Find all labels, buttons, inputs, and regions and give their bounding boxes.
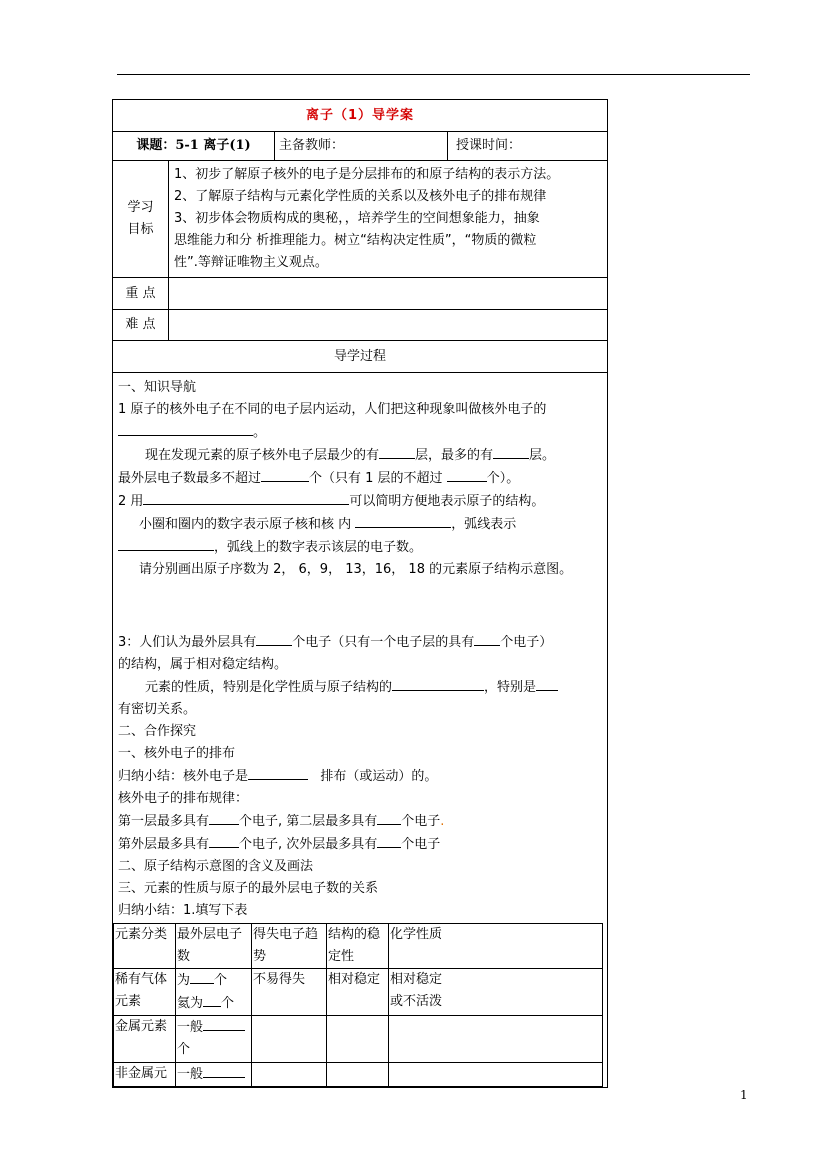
- question-line: 。: [118, 421, 603, 444]
- table-row: 金属元素 一般 个: [114, 1016, 603, 1063]
- fill-blank[interactable]: [143, 490, 349, 505]
- page-title: 离子（1）导学案: [113, 100, 608, 132]
- question-line: 小圈和圈内的数字表示原子核和核 内 ，弧线表示: [118, 513, 603, 536]
- question-line: 元素的性质，特别是化学性质与原子结构的 ，特别是: [118, 676, 603, 699]
- fill-blank[interactable]: [190, 969, 214, 984]
- fill-blank[interactable]: [392, 676, 484, 691]
- question-line: 2 用 可以简明方便地表示原子的结构。: [118, 490, 603, 513]
- objective-line: 性”.等辩证唯物主义观点。: [174, 255, 328, 270]
- course-info-row: [113, 132, 608, 161]
- fill-blank[interactable]: [261, 467, 309, 482]
- element-property-table: [113, 923, 603, 1087]
- objectives-label: 学习 目标: [113, 161, 169, 278]
- drawing-space: [118, 581, 603, 631]
- fill-blank[interactable]: [203, 1016, 245, 1031]
- fill-blank[interactable]: [248, 765, 308, 780]
- rule-line: 第外层最多具有 个电子, 次外层最多具有 个电子: [118, 833, 603, 856]
- page-number: 1: [740, 1088, 748, 1102]
- subsection-heading: 二、原子结构示意图的含义及画法: [118, 859, 314, 874]
- header-stability: 结构的稳定性: [327, 924, 389, 969]
- fill-blank[interactable]: [474, 631, 500, 646]
- fill-blank[interactable]: [536, 676, 558, 691]
- topic-label: 课题：5-1 离子(1): [113, 132, 275, 160]
- fill-blank[interactable]: [209, 833, 239, 848]
- table-row: 非金属元 一般: [114, 1063, 603, 1087]
- teacher-label: 主备教师：: [275, 132, 448, 160]
- time-label: 授课时间：: [456, 138, 522, 153]
- section-heading: 二、合作探究: [118, 724, 197, 739]
- objective-line: 1、初步了解原子核外的电子是分层排布的和原子结构的表示方法。: [174, 167, 560, 182]
- guide-process-header: 导学过程: [113, 341, 608, 373]
- rule-title: 核外电子的排布规律：: [118, 791, 249, 806]
- key-point-cell: [169, 278, 608, 310]
- guide-process-body: [113, 373, 608, 1088]
- question-line: 请分别画出原子序数为 2， 6，9， 13，16， 18 的元素原子结构示意图。: [139, 562, 573, 577]
- question-line: 1 原子的核外电子在不同的电子层内运动，人们把这种现象叫做核外电子的: [118, 402, 547, 417]
- fill-blank[interactable]: [118, 536, 214, 551]
- fill-blank[interactable]: [379, 444, 415, 459]
- fill-blank[interactable]: [447, 467, 487, 482]
- fill-blank[interactable]: [256, 631, 292, 646]
- objective-line: 思维能力和分 析推理能力。树立“结构决定性质”，“物质的微粒: [174, 233, 537, 248]
- fill-blank[interactable]: [203, 992, 221, 1007]
- question-line: 的结构，属于相对稳定结构。: [118, 657, 288, 672]
- fill-blank[interactable]: [355, 513, 451, 528]
- difficult-point-label: 难 点: [113, 310, 169, 341]
- header-rule: [117, 74, 750, 75]
- subsection-heading: 一、核外电子的排布: [118, 746, 236, 761]
- summary-line: 归纳小结：核外电子是 排布（或运动）的。: [118, 765, 603, 788]
- header-electron-tendency: 得失电子趋势: [252, 924, 327, 969]
- fill-blank[interactable]: [118, 421, 253, 436]
- subsection-heading: 三、元素的性质与原子的最外层电子数的关系: [118, 881, 379, 896]
- question-line: 有密切关系。: [118, 702, 197, 717]
- key-point-label: 重 点: [113, 278, 169, 310]
- objective-line: 3、初步体会物质构成的奥秘，，培养学生的空间想象能力，抽象: [174, 211, 540, 226]
- header-outer-electrons: 最外层电子数: [176, 924, 252, 969]
- fill-blank[interactable]: [377, 833, 401, 848]
- difficult-point-cell: [169, 310, 608, 341]
- table-row: 稀有气体元素 为 个 氦为 个 不易得失 相对稳定 相对稳定或不活泼: [114, 969, 603, 1016]
- study-guide-table: [112, 99, 608, 1088]
- fill-blank[interactable]: [377, 810, 401, 825]
- fill-blank[interactable]: [493, 444, 529, 459]
- summary-line: 归纳小结：1.填写下表: [118, 903, 248, 918]
- objectives-text: [169, 161, 608, 278]
- question-line: 最外层电子数最多不超过 个（只有 1 层的不超过 个）。: [118, 467, 603, 490]
- rule-line: 第一层最多具有 个电子, 第二层最多具有 个电子.: [118, 810, 603, 833]
- question-line: ，弧线上的数字表示该层的电子数。: [118, 536, 603, 559]
- objective-line: 2、了解原子结构与元素化学性质的关系以及核外电子的排布规律: [174, 189, 547, 204]
- header-chemical-property: 化学性质: [389, 924, 603, 969]
- fill-blank[interactable]: [203, 1063, 245, 1078]
- section-heading: 一、知识导航: [118, 380, 197, 395]
- question-line: 现在发现元素的原子核外电子层最少的有 层，最多的有 层。: [118, 444, 603, 467]
- fill-blank[interactable]: [209, 810, 239, 825]
- header-element-class: 元素分类: [114, 924, 176, 969]
- question-line: 3：人们认为最外层具有 个电子（只有一个电子层的具有 个电子）: [118, 631, 603, 654]
